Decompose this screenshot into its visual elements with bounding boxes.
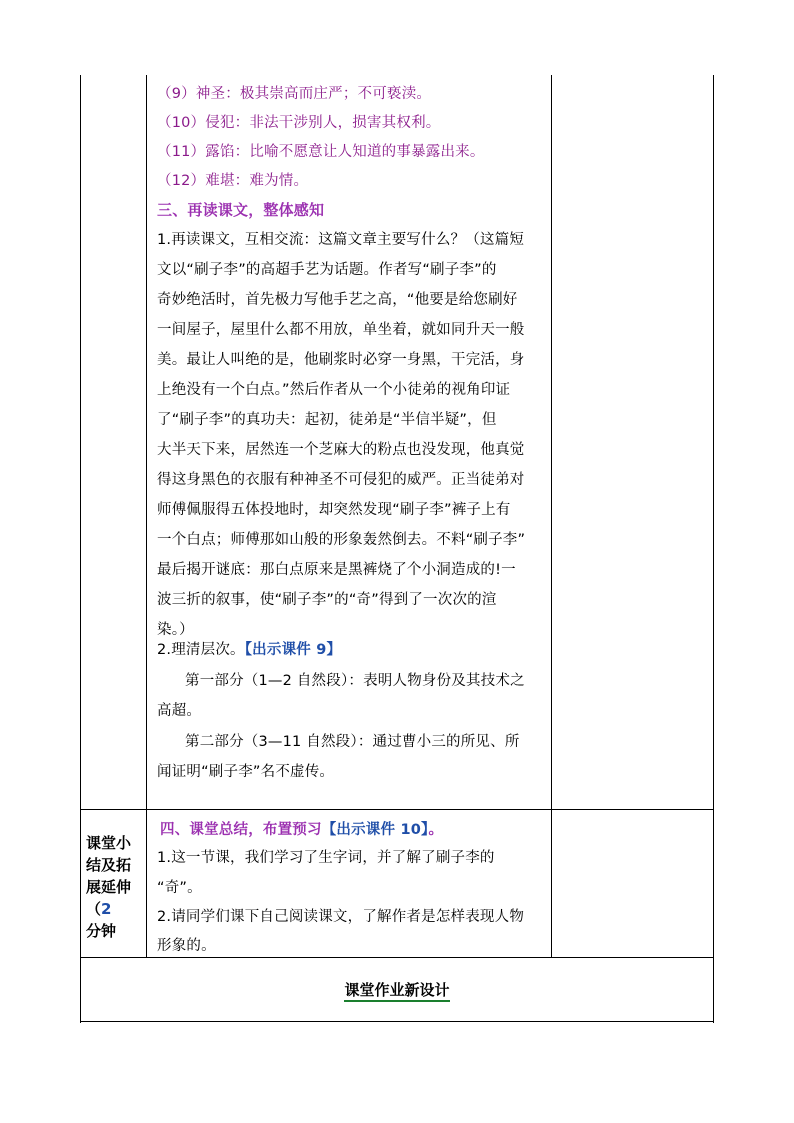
body-line: 上绝没有一个白点。”然后作者从一个小徒弟的视角印证 <box>157 382 511 398</box>
body-line: 了“刷子李”的真功夫：起初，徒弟是“半信半疑”，但 <box>157 412 497 428</box>
body-line: 文以“刷子李”的高超手艺为话题。作者写“刷子李”的 <box>157 262 497 278</box>
table-border-bottom <box>80 1021 714 1022</box>
part-1-line-cont: 高超。 <box>157 703 202 719</box>
courseware-link: 【出示课件 9】 <box>244 642 342 658</box>
body-line: 一个白点；师傅那如山般的形象轰然倒去。不料“刷子李” <box>157 532 526 548</box>
body-line: 2.请同学们课下自己阅读课文，了解作者是怎样表现人物 <box>157 909 525 925</box>
body-line: 大半天下来，居然连一个芝麻大的粉点也没发现，他真觉 <box>157 442 525 458</box>
table-border-left-upper <box>80 75 81 1023</box>
body-line: 1.再读课文，互相交流：这篇文章主要写什么？（这篇短 <box>157 232 525 248</box>
definition-item: （10）侵犯：非法干涉别人，损害其权利。 <box>157 115 441 131</box>
part-2-line-cont: 闻证明“刷子李”名不虚传。 <box>157 764 335 780</box>
row-label-summary: 课堂小 结及拓 展延伸 （2 分钟 <box>86 834 132 940</box>
body-line: 染。） <box>157 622 194 638</box>
body-line: 最后揭开谜底：那白点原来是黑裤烧了个小洞造成的!一 <box>157 562 516 578</box>
body-line: 美。最让人叫绝的是，他刷浆时必穿一身黑，干完活，身 <box>157 352 525 368</box>
body-line: 得这身黑色的衣服有种神圣不可侵犯的威严。正当徒弟对 <box>157 472 525 488</box>
definition-item: （12）难堪：难为情。 <box>157 173 309 189</box>
body-line: 奇妙绝活时，首先极力写他手艺之高，“他要是给您刷好 <box>157 292 518 308</box>
definition-item: （11）露馅：比喻不愿意让人知道的事暴露出来。 <box>157 144 485 160</box>
table-column-divider-1 <box>146 75 147 958</box>
homework-design-title: 课堂作业新设计 <box>0 979 794 1000</box>
table-border-right <box>713 75 714 1023</box>
part-1-line: 第一部分（1—2 自然段）：表明人物身份及其技术之 <box>185 673 525 689</box>
item-2-line: 2.理清层次。【出示课件 9】 <box>157 642 342 658</box>
body-line: 1.这一节课，我们学习了生字词，并了解了刷子李的 <box>157 850 495 866</box>
definition-item: （9）神圣：极其崇高而庄严；不可亵渎。 <box>157 86 432 102</box>
body-line: 形象的。 <box>157 938 216 954</box>
section-3-heading: 三、再读课文，整体感知 <box>157 201 325 219</box>
section-4-heading: 四、课堂总结，布置预习【出示课件 10】。 <box>160 822 444 838</box>
body-line: 师傅佩服得五体投地时，却突然发现“刷子李”裤子上有 <box>157 502 511 518</box>
courseware-link: 【出示课件 10】 <box>321 822 429 838</box>
body-line: 一间屋子，屋里什么都不用放，单坐着，就如同升天一般 <box>157 322 525 338</box>
table-row-divider-1 <box>80 809 714 810</box>
body-line: “奇”。 <box>157 880 202 896</box>
part-2-line: 第二部分（3—11 自然段）：通过曹小三的所见、所 <box>185 734 520 750</box>
table-row-divider-2 <box>80 957 714 958</box>
body-line: 波三折的叙事，使“刷子李”的“奇”得到了一次次的渲 <box>157 592 497 608</box>
